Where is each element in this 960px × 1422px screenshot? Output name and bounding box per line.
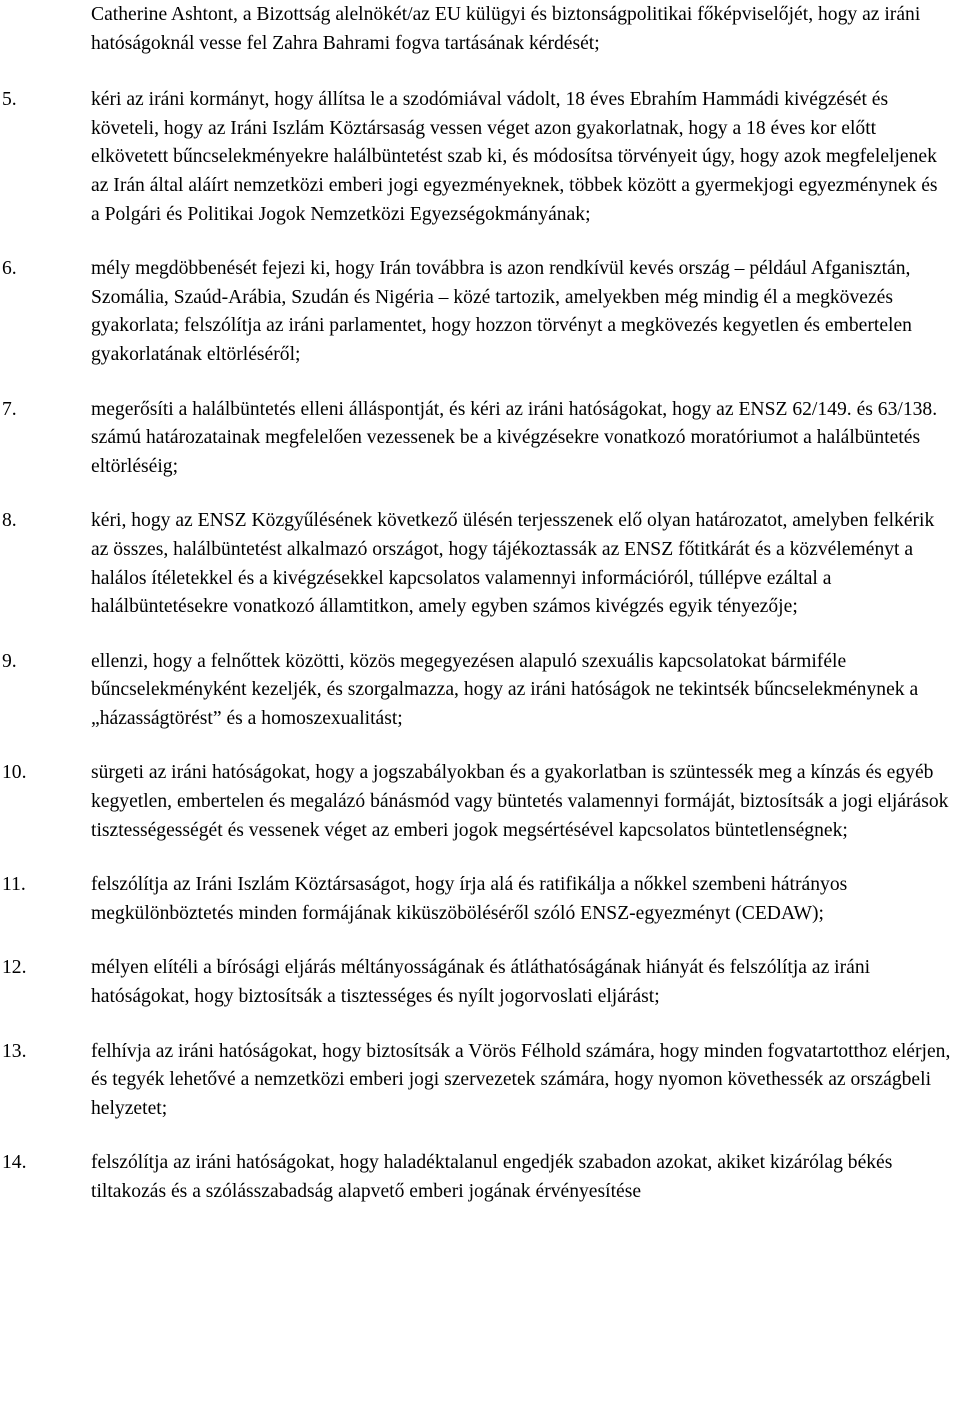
item-text: felszólítja az Iráni Iszlám Köztársaságot, hogy írja alá és ratifikálja a nőkkel szembeni hátrányos megkülönböztetés minden formájának kiküszöböléséről szóló ENSZ-egyezményt (CEDAW); [91,874,848,924]
item-number: 9. [2,650,17,672]
list-item-6 [0,255,951,369]
item-number: 10. [2,762,27,784]
item-text: megerősíti a halálbüntetés elleni álláspontját, és kéri az iráni hatóságokat, hogy az ENSZ 62/149. és 63/138. számú határozatainak megfelelően vezessenek be a kivégzésekre vonatkozó moratóriumot a halálbüntetés eltörléséig; [91,398,938,477]
item-text: felszólítja az iráni hatóságokat, hogy haladéktalanul engedjék szabadon azokat, akiket kizárólag békés tiltakozás és a szólásszabadság alapvető emberi jogának érvényesítése [91,1152,893,1202]
item-number: 14. [2,1152,27,1174]
item-text: mélyen elítéli a bírósági eljárás méltányosságának és átláthatóságának hiányát és felszólítja az iráni hatóságokat, hogy biztosítsák a tisztességes és nyílt jogorvoslati eljárást; [91,957,871,1008]
document-page [0,1,960,1233]
item-text: kéri az iráni kormányt, hogy állítsa le a szodómiával vádolt, 18 éves Ebrahím Hammádi kivégzését és követeli, hogy az Iráni Iszlám Köztársaság vessen véget azon gyakorlatnak, hogy a 18 éves kor előtt elkövetett bűncselekményekre halálbüntetést szab ki, és módosítsa törvényeit úgy, hogy azok megfeleljenek az Irán által aláírt nemzetközi emberi jogi egyezményeknek, többek között a gyermekjogi egyezménynek és a Polgári és Politikai Jogok Nemzetközi Egyezségokmányának; [91,89,938,225]
list-item-12 [0,954,951,1011]
item-text: mély megdöbbenését fejezi ki, hogy Irán továbbra is azon rendkívül kevés ország – például Afganisztán, Szomália, Szaúd-Arábia, Szudán és Nigéria – közé tartozik, amelyekben még mindig él a megkövezés gyakorlata; felszólítja az iráni parlamentet, hogy hozzon törvényt a megkövezés kegyetlen és embertelen gyakorlatának eltörléséről; [91,258,912,365]
item-text: ellenzi, hogy a felnőttek közötti, közös megegyezésen alapuló szexuális kapcsolatokat bármiféle bűncselekményként kezeljék, és szorgalmazza, hogy az iráni hatóságok ne tekintsék bűncselekménynek a „házasságtörést” és a homoszexualitást; [91,650,919,729]
item-text: kéri, hogy az ENSZ Közgyűlésének következő ülésén terjesszenek elő olyan határozatot, amelyben felkérik az összes, halálbüntetést alkalmazó országot, hogy tájékoztassák az ENSZ főtitkárát és a közvéleményt a halálos ítéletekkel és a kivégzésekkel kapcsolatos valamennyi információról, túllépve ezáltal a halálbüntetésekre vonatkozó államtitkon, amely egyben számos kivégzés egyik tényezője; [91,510,935,618]
item-number: 5. [2,89,17,111]
list-item-8 [0,507,951,621]
item-number: 13. [2,1040,27,1062]
item-text: felhívja az iráni hatóságokat, hogy biztosítsák a Vörös Félhold számára, hogy minden fogvatartotthoz elérjen, és tegyék lehetővé a nemzetközi emberi jogi szervezetek számára, hogy nyomon követhessék az országbeli helyzetet; [91,1040,951,1119]
list-item-14 [0,1149,951,1206]
item-number: 7. [2,398,17,420]
list-item-10 [0,759,951,845]
list-item-11 [0,871,951,928]
item-text: sürgeti az iráni hatóságokat, hogy a jogszabályokban és a gyakorlatban is szüntessék meg a kínzás és egyéb kegyetlen, embertelen és megalázó bánásmód vagy büntetés valamennyi formáját, biztosítsák a jogi eljárások tisztességességét és vessenek véget az emberi jogok megsértésével kapcsolatos büntetlenségnek; [91,762,949,841]
item-number: 8. [2,510,17,532]
intro-paragraph: Catherine Ashtont, a Bizottság alelnökét/az EU külügyi és biztonságpolitikai főképviselőjét, hogy az iráni hatóságoknál vesse fel Zahra Bahrami fogva tartásának kérdését; [91,4,921,54]
item-number: 12. [2,957,27,979]
item-number: 11. [2,874,26,896]
item-number: 6. [2,258,17,280]
list-item-9 [0,648,951,734]
list-item-13 [0,1038,951,1124]
list-item-7 [0,396,951,482]
list-item-5 [0,86,951,229]
